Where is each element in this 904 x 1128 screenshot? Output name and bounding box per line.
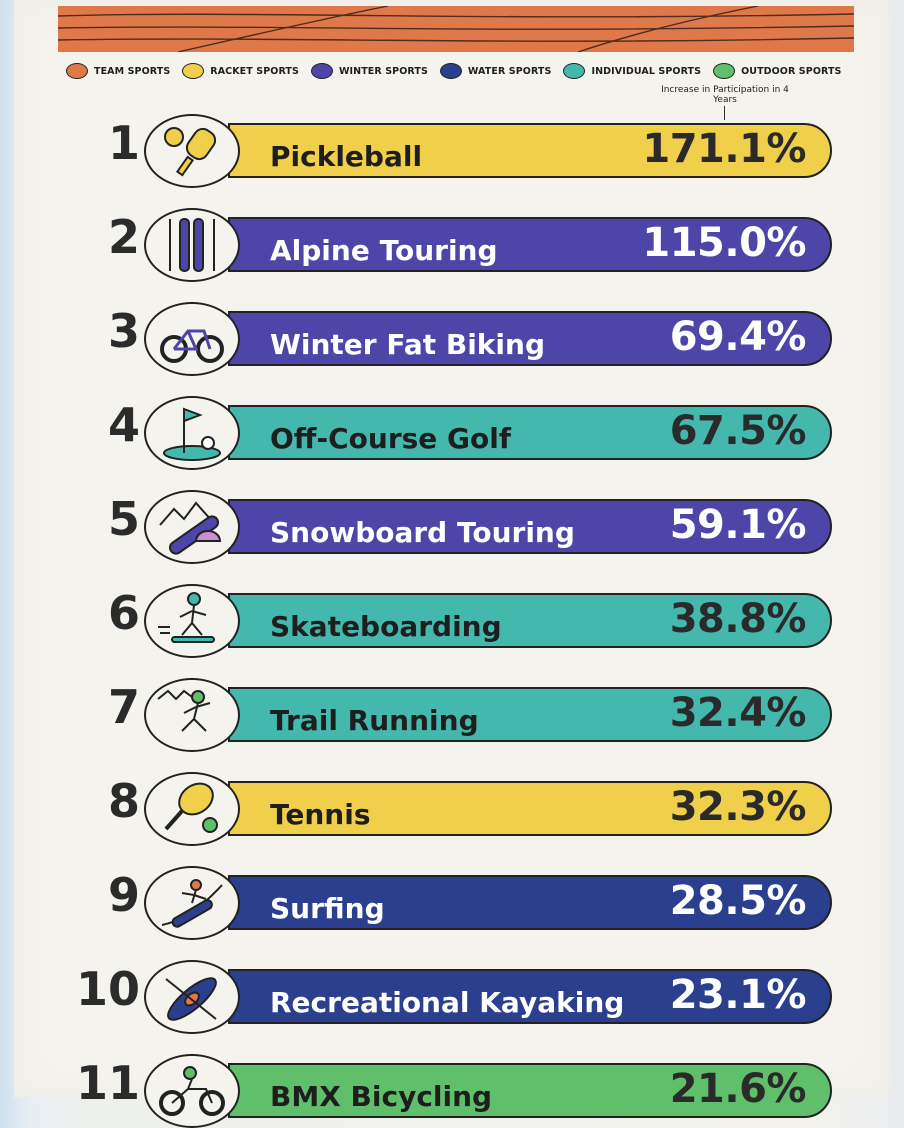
rank-number: 4: [107, 398, 140, 452]
pickleball-paddle-icon: [144, 114, 240, 188]
legend-swatch: [66, 63, 88, 79]
bmx-bike-icon: [144, 1054, 240, 1128]
category-label: Alpine Touring: [270, 234, 498, 267]
legend-label: TEAM SPORTS: [94, 65, 171, 77]
rank-number: 7: [107, 680, 140, 734]
skis-icon: [144, 208, 240, 282]
legend-label: OUTDOOR SPORTS: [741, 65, 842, 77]
legend-swatch: [182, 63, 204, 79]
ranking-row: [0, 960, 904, 1030]
legend-item: [440, 63, 552, 79]
legend-label: WATER SPORTS: [467, 65, 552, 77]
legend-item: [563, 63, 701, 79]
category-label: Pickleball: [270, 140, 423, 173]
value-label: 23.1%: [669, 972, 806, 1018]
rank-number: 8: [107, 774, 140, 828]
rank-number: 5: [107, 492, 140, 546]
snowboard-helmet-icon: [144, 490, 240, 564]
tennis-racket-icon: [144, 772, 240, 846]
ranking-row: [0, 302, 904, 372]
value-label: 21.6%: [669, 1066, 806, 1112]
rank-number: 6: [107, 586, 140, 640]
legend-item: [311, 63, 428, 79]
legend-item: [713, 63, 841, 79]
ranking-row: [0, 114, 904, 184]
rank-number: 11: [75, 1056, 140, 1110]
category-label: Off-Course Golf: [270, 422, 512, 455]
value-label: 28.5%: [669, 878, 806, 924]
kayak-icon: [144, 960, 240, 1034]
ranking-row: [0, 396, 904, 466]
rank-number: 9: [107, 868, 140, 922]
category-label: Skateboarding: [270, 610, 502, 643]
value-label: 69.4%: [669, 314, 806, 360]
category-label: Winter Fat Biking: [270, 328, 545, 361]
surfer-icon: [144, 866, 240, 940]
trail-runner-icon: [144, 678, 240, 752]
category-label: Surfing: [270, 892, 385, 925]
legend-item: [182, 63, 299, 79]
ranking-row: [0, 866, 904, 936]
rank-number: 10: [75, 962, 140, 1016]
legend-label: RACKET SPORTS: [210, 65, 299, 77]
value-column-heading: Increase in Participation in 4 Years: [661, 85, 789, 105]
category-label: Tennis: [270, 798, 371, 831]
legend-label: WINTER SPORTS: [338, 65, 428, 77]
ranking-row: [0, 772, 904, 842]
rank-number: 1: [107, 116, 140, 170]
value-label: 32.4%: [669, 690, 806, 736]
fat-bike-icon: [144, 302, 240, 376]
legend: [66, 60, 856, 82]
legend-swatch: [311, 63, 333, 79]
legend-label: INDIVIDUAL SPORTS: [591, 65, 702, 77]
value-label: 171.1%: [642, 126, 806, 172]
golf-flag-icon: [144, 396, 240, 470]
category-label: BMX Bicycling: [270, 1080, 493, 1113]
ranking-row: [0, 584, 904, 654]
ranking-row: [0, 678, 904, 748]
rank-number: 3: [107, 304, 140, 358]
value-label: 32.3%: [669, 784, 806, 830]
legend-swatch: [440, 63, 462, 79]
decorative-banner: [58, 6, 854, 52]
legend-swatch: [563, 63, 585, 79]
category-label: Recreational Kayaking: [270, 986, 625, 1019]
skateboarder-icon: [144, 584, 240, 658]
ranking-row: [0, 1054, 904, 1124]
rank-number: 2: [107, 210, 140, 264]
value-label: 38.8%: [669, 596, 806, 642]
ranking-row: [0, 208, 904, 278]
legend-item: [66, 63, 170, 79]
value-label: 67.5%: [669, 408, 806, 454]
category-label: Snowboard Touring: [270, 516, 575, 549]
value-label: 59.1%: [669, 502, 806, 548]
legend-swatch: [713, 63, 735, 79]
value-label: 115.0%: [642, 220, 806, 266]
category-label: Trail Running: [270, 704, 479, 737]
ranking-row: [0, 490, 904, 560]
